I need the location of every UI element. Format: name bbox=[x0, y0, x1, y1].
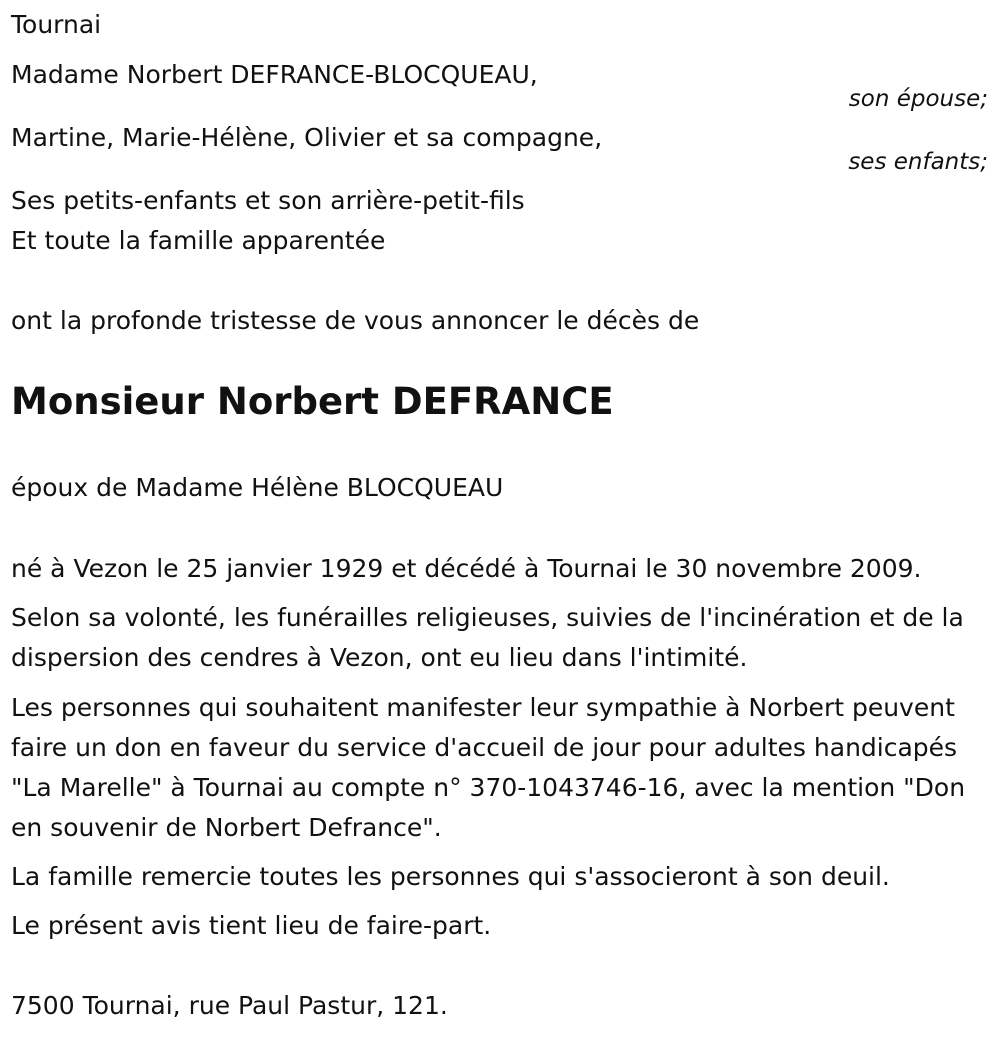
spouse-role: son épouse; bbox=[848, 86, 988, 112]
children-role: ses enfants; bbox=[848, 149, 988, 175]
location-header: Tournai bbox=[11, 10, 102, 39]
spouse-of-line: époux de Madame Hélène BLOCQUEAU bbox=[11, 473, 504, 502]
spouse-name: Madame Norbert DEFRANCE-BLOCQUEAU, bbox=[11, 60, 538, 89]
children-names: Martine, Marie-Hélène, Olivier et sa compagne, bbox=[11, 123, 603, 152]
donation-paragraph: Les personnes qui souhaitent manifester leur sympathie à Norbert peuvent faire un don en faveur du service d'accueil de jour pour adultes handicapés "La Marelle" à Tournai au compte n° 370-1043746-16, avec la mention "Don en souvenir de Norbert Defrance". bbox=[11, 693, 966, 842]
thanks-line: La famille remercie toutes les personnes qui s'associeront à son deuil. bbox=[11, 862, 890, 891]
funeral-paragraph: Selon sa volonté, les funérailles religieuses, suivies de l'incinération et de la dispersion des cendres à Vezon, ont eu lieu dans l'intimité. bbox=[11, 603, 964, 672]
announcement-line: ont la profonde tristesse de vous annoncer le décès de bbox=[11, 306, 700, 335]
relatives-line: Et toute la famille apparentée bbox=[11, 226, 386, 255]
notice-line: Le présent avis tient lieu de faire-part. bbox=[11, 911, 492, 940]
grandchildren-line: Ses petits-enfants et son arrière-petit-fils bbox=[11, 186, 525, 215]
deceased-name: Monsieur Norbert DEFRANCE bbox=[11, 380, 614, 423]
birth-death-line: né à Vezon le 25 janvier 1929 et décédé à Tournai le 30 novembre 2009. bbox=[11, 554, 922, 583]
address-line: 7500 Tournai, rue Paul Pastur, 121. bbox=[11, 991, 448, 1020]
